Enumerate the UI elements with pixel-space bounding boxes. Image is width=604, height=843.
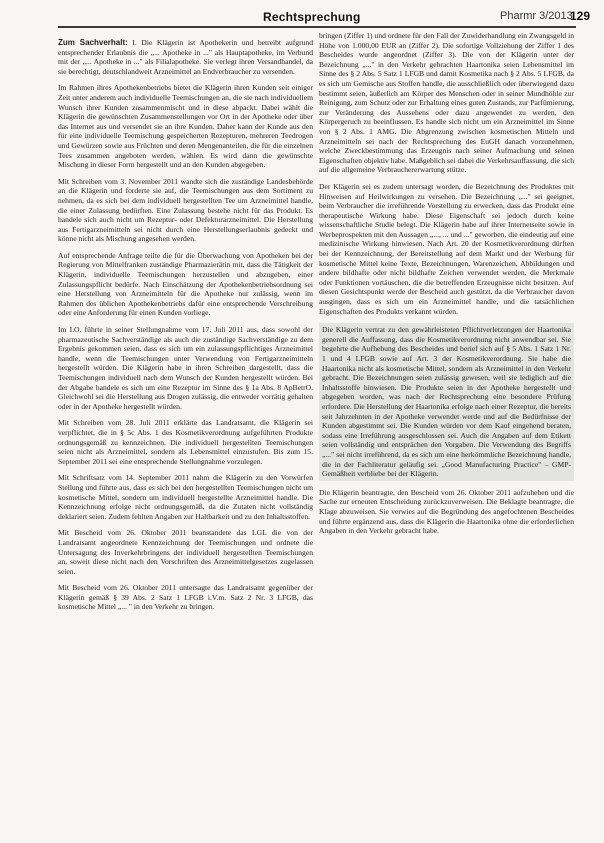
paragraph: bringen (Ziffer 1) und ordnete für den Fall der Zuwiderhandlung ein Zwangsgeld in Höhe von 1.000,00 EUR an (Ziffer 2). Die sofortige Vollziehung der Ziffer 1 des Bescheides wurde angeordnet (Ziffer 3). Die von der Klägerin unter der Bezeichnung „..." in den Verkehr gebrachten Haartonika seien Lebensmittel im Sinne des § 2 Abs. 5 Satz 1 LFGB und damit Kosmetika nach § 2 Abs. 5 LFGB, da es sich um Gemische aus Stoffen handle, die ausschließlich oder überwiegend dazu bestimmt seien, äußerlich am Körper des Menschen oder in seiner Mundhöhle zur Reinigung, zum Schutz oder zur Erhaltung eines guten Zustands, zur Parfümierung, zur Veränderung des Aussehens oder dazu angewendet zu werden, den Körpergeruch zu beeinflussen. Es handle sich nicht um ein Arzneimittel im Sinne von § 2 Abs. 1 AMG. Die Abgrenzung zwischen kosmetischen Mitteln und Arzneimitteln sei nach der Rechtsprechung des EuGH danach vorzunehmen, welche Zweckbestimmung das Erzeugnis nach seiner Aufmachung und seinen Eigenschaften objektiv habe. Maßgeblich sei dabei die Verkehrsauffassung, die sich auf die allgemeine Verbrauchererwartung stütze. <box>319 31 574 175</box>
paragraph: Der Klägerin sei es zudem untersagt worden, die Bezeichnung des Produktes mit Hinweisen auf Heilwirkungen zu versehen. Die Bezeichnung „..." sei geeignet, beim Verbraucher die irreführende Vorstellung zu erwecken, dass das Produkt eine therapeutische Wirkung habe. Diese Eigenschaft sei jedoch durch keine wissenschaftliche Studie belegt. Die Klägerin habe auf ihrer Internetseite sowie in Werbeprospekten mit den Aussagen „..., ... und ..." geworben, die eindeutig auf eine medizinische Wirkung hinwiesen. Nach Art. 20 der Kosmetikverordnung dürften bei der Kennzeichnung, der Bereitstellung auf dem Markt und der Werbung für kosmetische Mittel keine Texte, Bezeichnungen, Warenzeichen, Abbildungen und andere bildhafte oder nicht bildhafte Zeichen verwendet werden, die Merkmale oder Funktionen vortäuschen, die die betreffenden Erzeugnisse nicht besitzen. Auf diesen Gesichtspunkt werde der Bescheid auch gestützt, da die Verbraucher davon ausgingen, dass es sich um ein Arzneimittel handle, und die tatsächlichen Eigenschaften des Produkts verkannt würden. <box>319 181 574 316</box>
paragraph: Mit Schreiben vom 3. November 2011 wandte sich die zuständige Landesbehörde an die Klägerin und forderte sie auf, die Teemischungen aus dem Sortiment zu nehmen, da es sich bei dem individuell hergestellten Tee um Arzneimittel handle, die einer Zulassung bedürften. Eine Zulassung bestehe nicht für das Produkt. Es handele sich auch nicht um Rezeptur- oder Defekturarzneimittel. Die Herstellung aus Fertigarzneimitteln sei nicht durch eine Herstellungserlaubnis gedeckt und könne nicht als Mischung angesehen werden. <box>58 176 313 244</box>
highlighted-paragraph: Die Klägerin vertrat zu den gewährleisteten Pflichtverletzungen der Haartonika generell die Auffassung, dass die Kosmetikverordnung nicht anwendbar sei. Sie begehrte die Aufhebung des Bescheides und berief sich auf § 5 Abs. 1 Satz 1 Nr. 1 und 4 LFGB sowie auf Art. 3 der Kosmetikverordnung. Sie habe die Haartonika nicht als kosmetische Mittel, sondern als Arzneimittel in den Verkehr gebracht. Die Bezeichnungen seien zulässig gewesen, weil sie lediglich auf die Inhaltsstoffe hinwiesen. Die Produkte seien in der Apotheke hergestellt und abgegeben worden, was nach der Rechtsprechung eine besondere Prüfung erfordere. Die Herstellung der Haartonika erfolge nach einer Rezeptur, die bereits seit Jahrzehnten in der Apotheke verwendet werde und auf die Bedürfnisse der Kunden abgestimmt sei. Die Kunden würden vor dem Kauf eingehend beraten, sodass eine Irreführung ausgeschlossen sei. Auch die Angaben auf dem Etikett seien vollständig und entsprächen den Vorgaben. Die Verwendung des Begriffs „..." sei nicht irreführend, da es sich um eine herkömmliche Bezeichnung handle, die in der Fachliteratur geläufig sei. „Good Manufacturing Practice" – GMP-Gemäßheit verbliebe bei der Klägerin. <box>319 323 574 481</box>
page-number: 129 <box>570 9 591 23</box>
header-rule <box>58 26 576 28</box>
paragraph: Die Klägerin beantragte, den Bescheid vom 26. Oktober 2011 aufzuheben und die Sache zur erneuten Entscheidung zurückzuverweisen. Die Beklagte beantragte, die Klage abzuweisen. Sie verwies auf die Begründung des angefochtenen Bescheides und führte ergänzend aus, dass die Klägerin die Haartonika ohne die erforderlichen Angaben in den Verkehr gebracht habe. <box>319 487 574 536</box>
paragraph: Im I.O. führte in seiner Stellungnahme vom 17. Juli 2011 aus, dass sowohl der pharmazeutische Sachverständige als auch die zuständige Sachverständige zu dem Ergebnis gekommen seien, dass es sich um ein zulassungspflichtiges Arzneimittel handle, wenn die Teemischungen unter Verwendung von Fertigarzneimitteln hergestellt würden. Die Klägerin habe in ihren Schreiben dargestellt, dass die Teemischungen individuell nach dem Wunsch der Kunden hergestellt würden. Bei der Abgabe handele es sich um eine Rezeptur im Sinne des § 1a Abs. 8 ApBetrO. Gleichwohl sei die Herstellung aus Drogen zulässig, die entweder vorrätig gehalten oder in der Apotheke hergestellt würden. <box>58 325 313 411</box>
paragraph: Mit Schriftsatz vom 14. September 2011 nahm die Klägerin zu den Vorwürfen Stellung und führte aus, dass es sich bei den hergestellten Teemischungen nicht um kosmetische Mittel, sondern um individuell hergestellte Arzneimittel handle. Die Kennzeichnung erfolge nicht ordnungsgemäß, da die Zutaten nicht vollständig deklariert seien. Zudem fehlten Angaben zur Haltbarkeit und zu den Inhaltsstoffen. <box>58 473 313 521</box>
paragraph: Mit Bescheid vom 26. Oktober 2011 beanstandete das LGL die von der Landratsamt angeordnete Kennzeichnung der Teemischungen und ordnete die Untersagung des Inverkehrbringens der individuell hergestellten Teemischungen an, soweit diese nicht nach den Vorschriften des Arzneimittelgesetzes zugelassen seien. <box>58 528 313 576</box>
right-column <box>319 31 574 835</box>
paragraph-text: I. Die Klägerin ist Apothekerin und betreibt aufgrund entsprechender Erlaubnis die „... Apotheke in ..." als Hauptapotheke, im Verbund mit der „... Apotheke in ..." als Filialapotheke. Sie verlegt ihren Versandhandel, da sie berechtigt, deutschlandweit Arzneimittel an Endverbraucher zu versenden. <box>58 38 313 76</box>
paragraph: Auf entsprechende Anfrage teilte die für die Überwachung von Apotheken bei der Regierung von Mittelfranken zuständige Pharmazierätin mit, dass die Tätigkeit der Klägerin, individuelle Teemischungen herzustellen und abzugeben, einer Zulassungspflicht bedürfe. Nach Einschätzung der Apothekenbetriebsordnung sei eine Herstellung von Arzneimitteln für die Apotheke nur zulässig, wenn im Rahmen des üblichen Apothekenbetriebs dafür eine entsprechende Verschreibung oder eine Anforderung für einen Kunden vorliege. <box>58 250 313 318</box>
left-column <box>58 31 313 835</box>
journal-reference: Pharmr 3/2013 <box>500 10 573 22</box>
paragraph: Mit Bescheid vom 26. Oktober 2011 untersagte das Landratsamt gegenüber der Klägerin gemäß § 39 Abs. 2 Satz 1 LFGB i.V.m. Satz 2 Nr. 3 LFGB, das kosmetische Mittel „... " in den Verkehr zu bringen. <box>58 583 313 612</box>
section-heading: Zum Sachverhalt: <box>58 38 128 47</box>
paragraph: Mit Schreiben vom 28. Juli 2011 erklärte das Landratsamt, die Klägerin sei verpflichtet, die in § 5c Abs. 1 des Kosmetikverordnung aufgeführten Produkte ordnungsgemäß zu kennzeichnen. Die individuell hergestellten Teemischungen seien nicht als Arzneimittel, sondern als Lebensmittel einzustufen. Bis zum 15. September 2011 sei eine entsprechende Stellungnahme vorzulegen. <box>58 418 313 466</box>
paragraph: Im Rahmen ihres Apothekenbetriebs bietet die Klägerin ihren Kunden seit einiger Zeit unter anderem auch individuelle Teemischungen an, die sie nach individuellem Wunsch ihrer Kunden zusammenmischt und in diese abpackt. Dabei wählt die Klägerin die gewünschten Zusammenstellungen vor Ort in der Apotheke oder über das Internet aus und versendet sie an ihre Kunden. Daher kann der Kunde aus den für eine individuelle Teemischung gespeicherten Rezepturen, mehreren Teedrogen und Gewürzen sowie aus Früchten und deren Mengenanteilen, die für die einzelnen Tees zusammen angeboten werden, wählen. Es wird dann die gewünschte Mischung in dieser Form hergestellt und an den Kunden abgegeben. <box>58 83 313 170</box>
section-title: Rechtsprechung <box>263 10 361 24</box>
